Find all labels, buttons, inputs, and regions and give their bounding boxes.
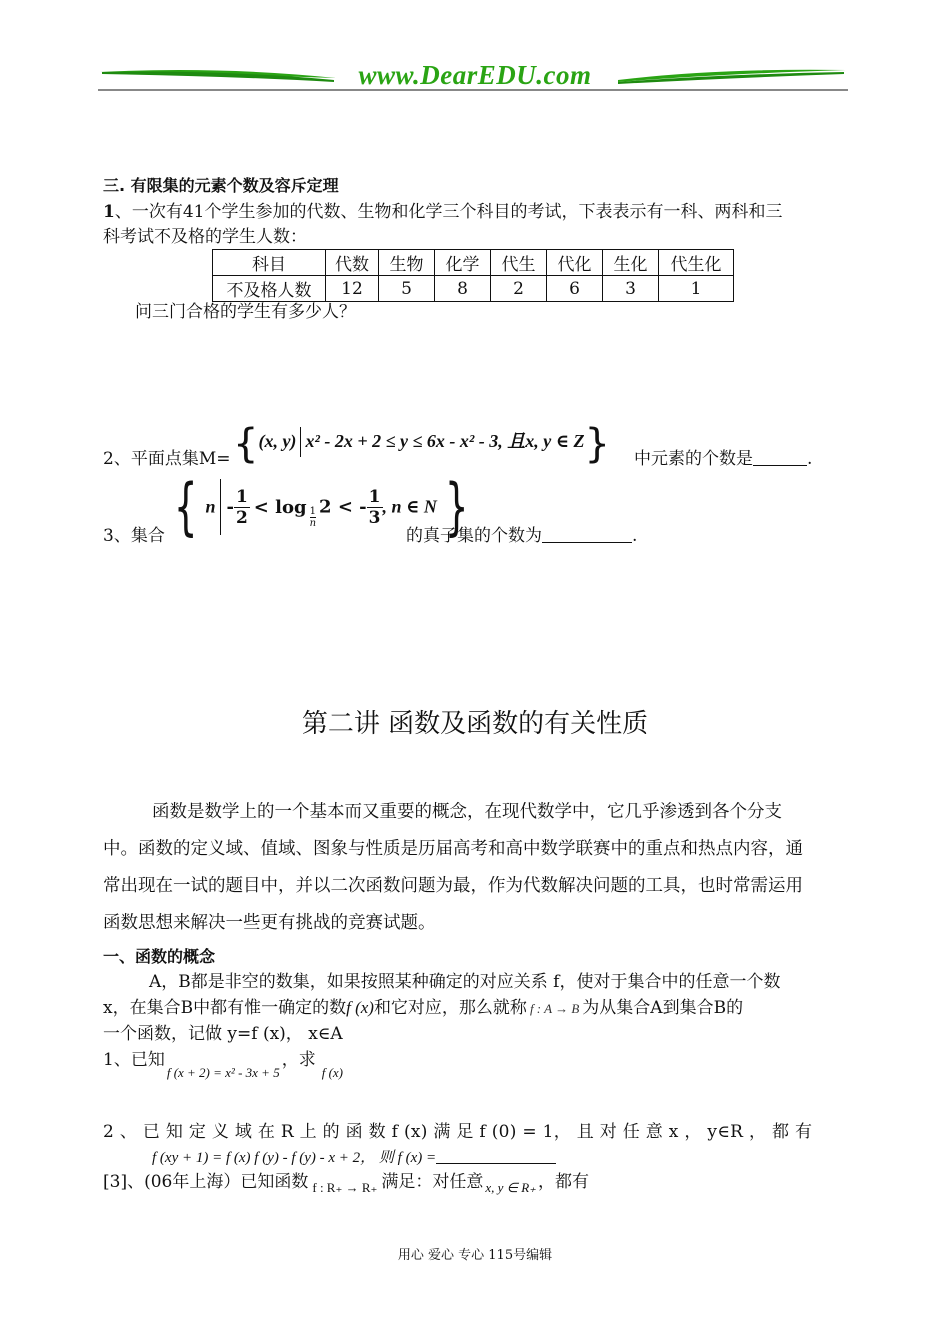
table-cell: 5 bbox=[379, 276, 435, 302]
table-cell: 代生化 bbox=[659, 250, 734, 276]
table-cell: 不及格人数 bbox=[213, 276, 326, 302]
table-cell: 代化 bbox=[547, 250, 603, 276]
section-heading: 三. 有限集的元素个数及容斥定理 bbox=[103, 176, 339, 195]
table-cell: 代数 bbox=[326, 250, 379, 276]
problem1: 1、已知$_{f (x + 2) = x^2 - 3x + 5}$，求$_{f (x)}$ bbox=[103, 1050, 343, 1080]
definition-line3: 一个函数，记做 y=f (x)， x∈A bbox=[103, 1024, 343, 1044]
footer-text: 用心 爱心 专心 115号编辑 bbox=[397, 1248, 553, 1263]
definition-line1: A，B都是非空的数集，如果按照某种确定的对应关系 f，使对于集合中的任意一个数 bbox=[149, 972, 781, 992]
log-base: $\frac{1}{n}$ bbox=[309, 505, 317, 529]
q3-suffix: 的真子集的个数为 . bbox=[406, 526, 638, 546]
lecture-title: 第二讲 函数及函数的有关性质 bbox=[301, 709, 649, 739]
q3-var: n bbox=[205, 496, 216, 517]
q2-suffix: 中元素的个数是 . bbox=[634, 449, 813, 469]
q1-line2: 科考试不及格的学生人数： bbox=[103, 227, 307, 247]
table-cell: 3 bbox=[603, 276, 659, 302]
bar bbox=[220, 479, 221, 535]
problem3: [3]、(06年上海）已知函数 $_{f : R_+ \to R_+}$ 满足：对任意 $_{x, y \in R_+}$ ，都有 bbox=[103, 1172, 590, 1195]
q3-prefix: 3、集合 bbox=[103, 526, 165, 546]
fail-count-table bbox=[212, 249, 734, 302]
left-brace: { bbox=[173, 470, 198, 543]
table-cell: 生化 bbox=[603, 250, 659, 276]
table-cell: 代生 bbox=[491, 250, 547, 276]
table-cell: 生物 bbox=[379, 250, 435, 276]
table-cell: 1 bbox=[659, 276, 734, 302]
q2-set-expression bbox=[233, 421, 610, 468]
definition-line2: x，在集合B中都有惟一确定的数f (x)和它对应，那么就称 f : A → B 为从集合A到集合B的 bbox=[103, 998, 744, 1018]
answer-blank bbox=[753, 447, 807, 466]
right-brace: } bbox=[584, 421, 610, 467]
header-logo bbox=[98, 58, 848, 98]
table-cell: 6 bbox=[547, 276, 603, 302]
q2-set-condition: x² - 2x + 2 ≤ y ≤ 6x - x² - 3, 且x, y ∈ Z bbox=[305, 431, 585, 451]
table-cell: 科目 bbox=[213, 250, 326, 276]
logo-text: www.DearEDU.com bbox=[358, 60, 592, 90]
fraction: $\frac{1}{2}$ bbox=[235, 486, 248, 528]
bar bbox=[300, 427, 301, 457]
q3-set-expression: { n - $\frac{1}{2}$ < log $\frac{1}{n}$ 2 < - $\frac{1}{3}$ , n ∈ N } bbox=[173, 470, 469, 543]
intro-line: 函数思想来解决一些更有挑战的竞赛试题。 bbox=[103, 913, 436, 933]
section-heading: 一、函数的概念 bbox=[103, 947, 216, 966]
q2-prefix: 2、平面点集M= bbox=[103, 449, 231, 469]
intro-line: 函数是数学上的一个基本而又重要的概念，在现代数学中，它几乎渗透到各个分支 bbox=[152, 802, 782, 822]
right-brace: } bbox=[444, 470, 469, 543]
answer-blank bbox=[436, 1145, 556, 1164]
problem2-line2: f (xy + 1) = f (x) f (y) - f (y) - x + 2， 则 f (x) = bbox=[152, 1145, 556, 1170]
table-header-row bbox=[213, 250, 734, 276]
q1-line1: 1、一次有41个学生参加的代数、生物和化学三个科目的考试，下表表示有一科、两科和三 bbox=[103, 202, 783, 222]
intro-line: 常出现在一试的题目中，并以二次函数问题为最，作为代数解决问题的工具，也时常需运用 bbox=[103, 876, 803, 896]
table-cell: 化学 bbox=[435, 250, 491, 276]
table-cell: 12 bbox=[326, 276, 379, 302]
problem2-line1: 2 、 已 知 定 义 域 在 R 上 的 函 数 f (x) 满 足 f (0) = 1， 且 对 任 意 x ， y∈R ， 都 有 bbox=[103, 1122, 813, 1142]
fraction: $\frac{1}{3}$ bbox=[368, 486, 381, 528]
q1-question: 问三门合格的学生有多少人？ bbox=[135, 302, 356, 322]
table-cell: 8 bbox=[435, 276, 491, 302]
table-row bbox=[213, 276, 734, 302]
answer-blank bbox=[542, 524, 632, 543]
q2-set-element: (x, y) bbox=[258, 431, 297, 451]
table-cell: 2 bbox=[491, 276, 547, 302]
intro-line: 中。函数的定义域、值域、图象与性质是历届高考和高中数学联赛中的重点和热点内容，通 bbox=[103, 839, 803, 859]
left-brace: { bbox=[233, 421, 259, 467]
